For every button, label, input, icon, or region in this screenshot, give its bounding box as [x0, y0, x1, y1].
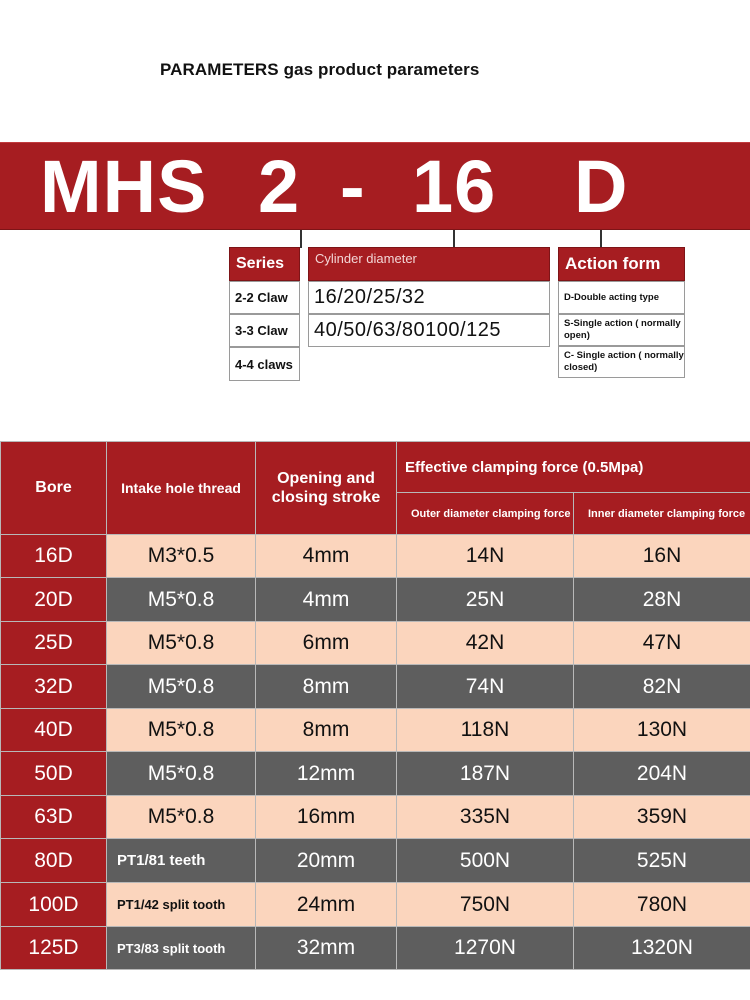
- outer-force-cell: 335N: [397, 796, 574, 839]
- table-row: [1, 796, 750, 839]
- model-claws-code: 2: [258, 145, 301, 228]
- outer-force-cell: 74N: [397, 665, 574, 709]
- thread-cell: M5*0.8: [107, 578, 256, 622]
- bore-cell: 125D: [1, 927, 107, 970]
- series-pointer: [300, 230, 302, 248]
- table-row: [1, 665, 750, 709]
- cylinder-diameter-row: 40/50/63/80100/125: [308, 314, 550, 347]
- table-row: [1, 709, 750, 752]
- header-outer-force: Outer diameter clamping force: [397, 493, 574, 535]
- inner-force-cell: 1320N: [574, 927, 750, 970]
- stroke-cell: 20mm: [256, 839, 397, 883]
- stroke-cell: 4mm: [256, 535, 397, 578]
- table-row: [1, 752, 750, 796]
- stroke-cell: 16mm: [256, 796, 397, 839]
- bore-pointer: [453, 230, 455, 248]
- outer-force-cell: 750N: [397, 883, 574, 927]
- header-clamping-force: Effective clamping force (0.5Mpa): [397, 442, 750, 493]
- outer-force-cell: 118N: [397, 709, 574, 752]
- inner-force-cell: 525N: [574, 839, 750, 883]
- stroke-cell: 4mm: [256, 578, 397, 622]
- thread-cell: PT1/81 teeth: [107, 839, 256, 883]
- outer-force-cell: 187N: [397, 752, 574, 796]
- cylinder-box-title: [308, 247, 550, 281]
- parameter-table: [0, 441, 750, 970]
- outer-force-cell: 42N: [397, 622, 574, 665]
- inner-force-cell: 47N: [574, 622, 750, 665]
- stroke-cell: 12mm: [256, 752, 397, 796]
- header-stroke: Opening and closing stroke: [256, 442, 397, 535]
- outer-force-cell: 25N: [397, 578, 574, 622]
- bore-cell: 20D: [1, 578, 107, 622]
- table-row: [1, 883, 750, 927]
- series-item: 4-4 claws: [229, 347, 300, 381]
- series-box-title: Series: [229, 247, 300, 281]
- thread-cell: M5*0.8: [107, 796, 256, 839]
- header-thread: Intake hole thread: [107, 442, 256, 535]
- action-item: D-Double acting type: [558, 281, 685, 314]
- bore-cell: 80D: [1, 839, 107, 883]
- bore-cell: 32D: [1, 665, 107, 709]
- header-bore: Bore: [1, 442, 107, 535]
- model-code-banner: [0, 142, 750, 230]
- table-row: [1, 535, 750, 578]
- model-bore-code: 16: [412, 145, 497, 228]
- series-item: 2-2 Claw: [229, 281, 300, 314]
- cylinder-box-label: Cylinder diameter: [315, 251, 417, 266]
- thread-cell: PT3/83 split tooth: [107, 927, 256, 970]
- inner-force-cell: 28N: [574, 578, 750, 622]
- page-title: PARAMETERS gas product parameters: [160, 60, 480, 79]
- header-inner-force: Inner diameter clamping force: [574, 493, 750, 535]
- inner-force-cell: 16N: [574, 535, 750, 578]
- outer-force-cell: 14N: [397, 535, 574, 578]
- model-action-code: D: [574, 145, 629, 228]
- outer-force-cell: 500N: [397, 839, 574, 883]
- thread-cell: M5*0.8: [107, 622, 256, 665]
- thread-cell: M5*0.8: [107, 752, 256, 796]
- bore-cell: 16D: [1, 535, 107, 578]
- model-series-code: MHS: [40, 145, 208, 228]
- bore-cell: 50D: [1, 752, 107, 796]
- bore-cell: 25D: [1, 622, 107, 665]
- thread-cell: M5*0.8: [107, 665, 256, 709]
- stroke-cell: 8mm: [256, 709, 397, 752]
- stroke-cell: 24mm: [256, 883, 397, 927]
- action-pointer: [600, 230, 602, 248]
- inner-force-cell: 82N: [574, 665, 750, 709]
- thread-cell: PT1/42 split tooth: [107, 883, 256, 927]
- bore-cell: 40D: [1, 709, 107, 752]
- action-box-title: Action form: [558, 247, 685, 281]
- series-item: 3-3 Claw: [229, 314, 300, 347]
- bore-cell: 100D: [1, 883, 107, 927]
- inner-force-cell: 130N: [574, 709, 750, 752]
- inner-force-cell: 204N: [574, 752, 750, 796]
- table-row: [1, 622, 750, 665]
- table-row: [1, 578, 750, 622]
- thread-cell: M3*0.5: [107, 535, 256, 578]
- stroke-cell: 32mm: [256, 927, 397, 970]
- bore-cell: 63D: [1, 796, 107, 839]
- table-row: [1, 927, 750, 970]
- cylinder-diameter-row: 16/20/25/32: [308, 281, 550, 314]
- action-item: S-Single action ( normally open): [558, 314, 685, 346]
- outer-force-cell: 1270N: [397, 927, 574, 970]
- stroke-cell: 8mm: [256, 665, 397, 709]
- stroke-cell: 6mm: [256, 622, 397, 665]
- table-row: [1, 839, 750, 883]
- model-dash: -: [340, 145, 366, 228]
- inner-force-cell: 780N: [574, 883, 750, 927]
- inner-force-cell: 359N: [574, 796, 750, 839]
- action-item: C- Single action ( normally closed): [558, 346, 685, 378]
- thread-cell: M5*0.8: [107, 709, 256, 752]
